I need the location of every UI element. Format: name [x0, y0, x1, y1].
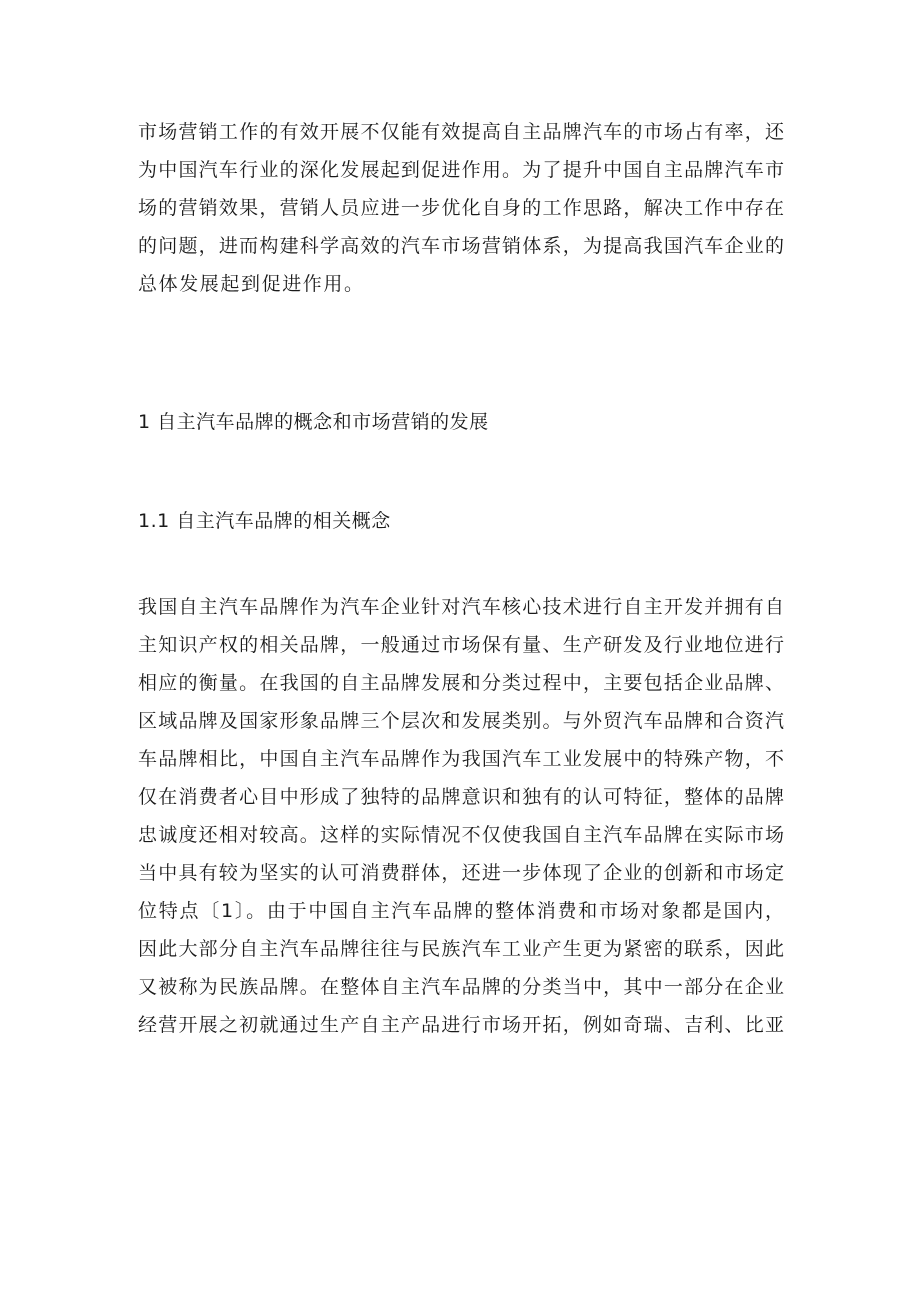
document-body — [138, 113, 784, 1036]
paragraph-line: 仅在消费者心目中形成了独特的品牌意识和独有的认可特征，整体的品牌 — [138, 786, 784, 808]
paragraph-line: 的问题，进而构建科学高效的汽车市场营销体系，为提高我国汽车企业的 — [138, 235, 784, 257]
intro-paragraph — [138, 113, 784, 303]
paragraph-line: 场的营销效果，营销人员应进一步优化自身的工作思路，解决工作中存在 — [138, 197, 784, 219]
paragraph-line: 总体发展起到促进作用。 — [138, 273, 365, 295]
section-heading: 1 自主汽车品牌的概念和市场营销的发展 — [138, 411, 489, 433]
paragraph-line: 经营开展之初就通过生产自主产品进行市场开拓，例如奇瑞、吉利、比亚 — [138, 1014, 784, 1036]
paragraph-line: 我国自主汽车品牌作为汽车企业针对汽车核心技术进行自主开发并拥有自 — [138, 596, 784, 618]
subsection-heading: 1.1 自主汽车品牌的相关概念 — [138, 510, 391, 532]
paragraph-line: 主知识产权的相关品牌，一般通过市场保有量、生产研发及行业地位进行 — [138, 634, 784, 656]
paragraph-line: 又被称为民族品牌。在整体自主汽车品牌的分类当中，其中一部分在企业 — [138, 976, 784, 998]
paragraph-line: 车品牌相比，中国自主汽车品牌作为我国汽车工业发展中的特殊产物，不 — [138, 748, 784, 770]
paragraph-line: 为中国汽车行业的深化发展起到促进作用。为了提升中国自主品牌汽车市 — [138, 159, 784, 181]
paragraph-line: 区域品牌及国家形象品牌三个层次和发展类别。与外贸汽车品牌和合资汽 — [138, 710, 784, 732]
paragraph-line: 位特点〔1〕。由于中国自主汽车品牌的整体消费和市场对象都是国内， — [138, 900, 784, 922]
paragraph-line: 忠诚度还相对较高。这样的实际情况不仅使我国自主汽车品牌在实际市场 — [138, 824, 784, 846]
paragraph-line: 相应的衡量。在我国的自主品牌发展和分类过程中，主要包括企业品牌、 — [138, 672, 784, 694]
body-paragraph — [138, 588, 784, 1044]
paragraph-line: 因此大部分自主汽车品牌往往与民族汽车工业产生更为紧密的联系，因此 — [138, 938, 784, 960]
paragraph-line: 市场营销工作的有效开展不仅能有效提高自主品牌汽车的市场占有率，还 — [138, 121, 784, 143]
paragraph-line: 当中具有较为坚实的认可消费群体，还进一步体现了企业的创新和市场定 — [138, 862, 784, 884]
